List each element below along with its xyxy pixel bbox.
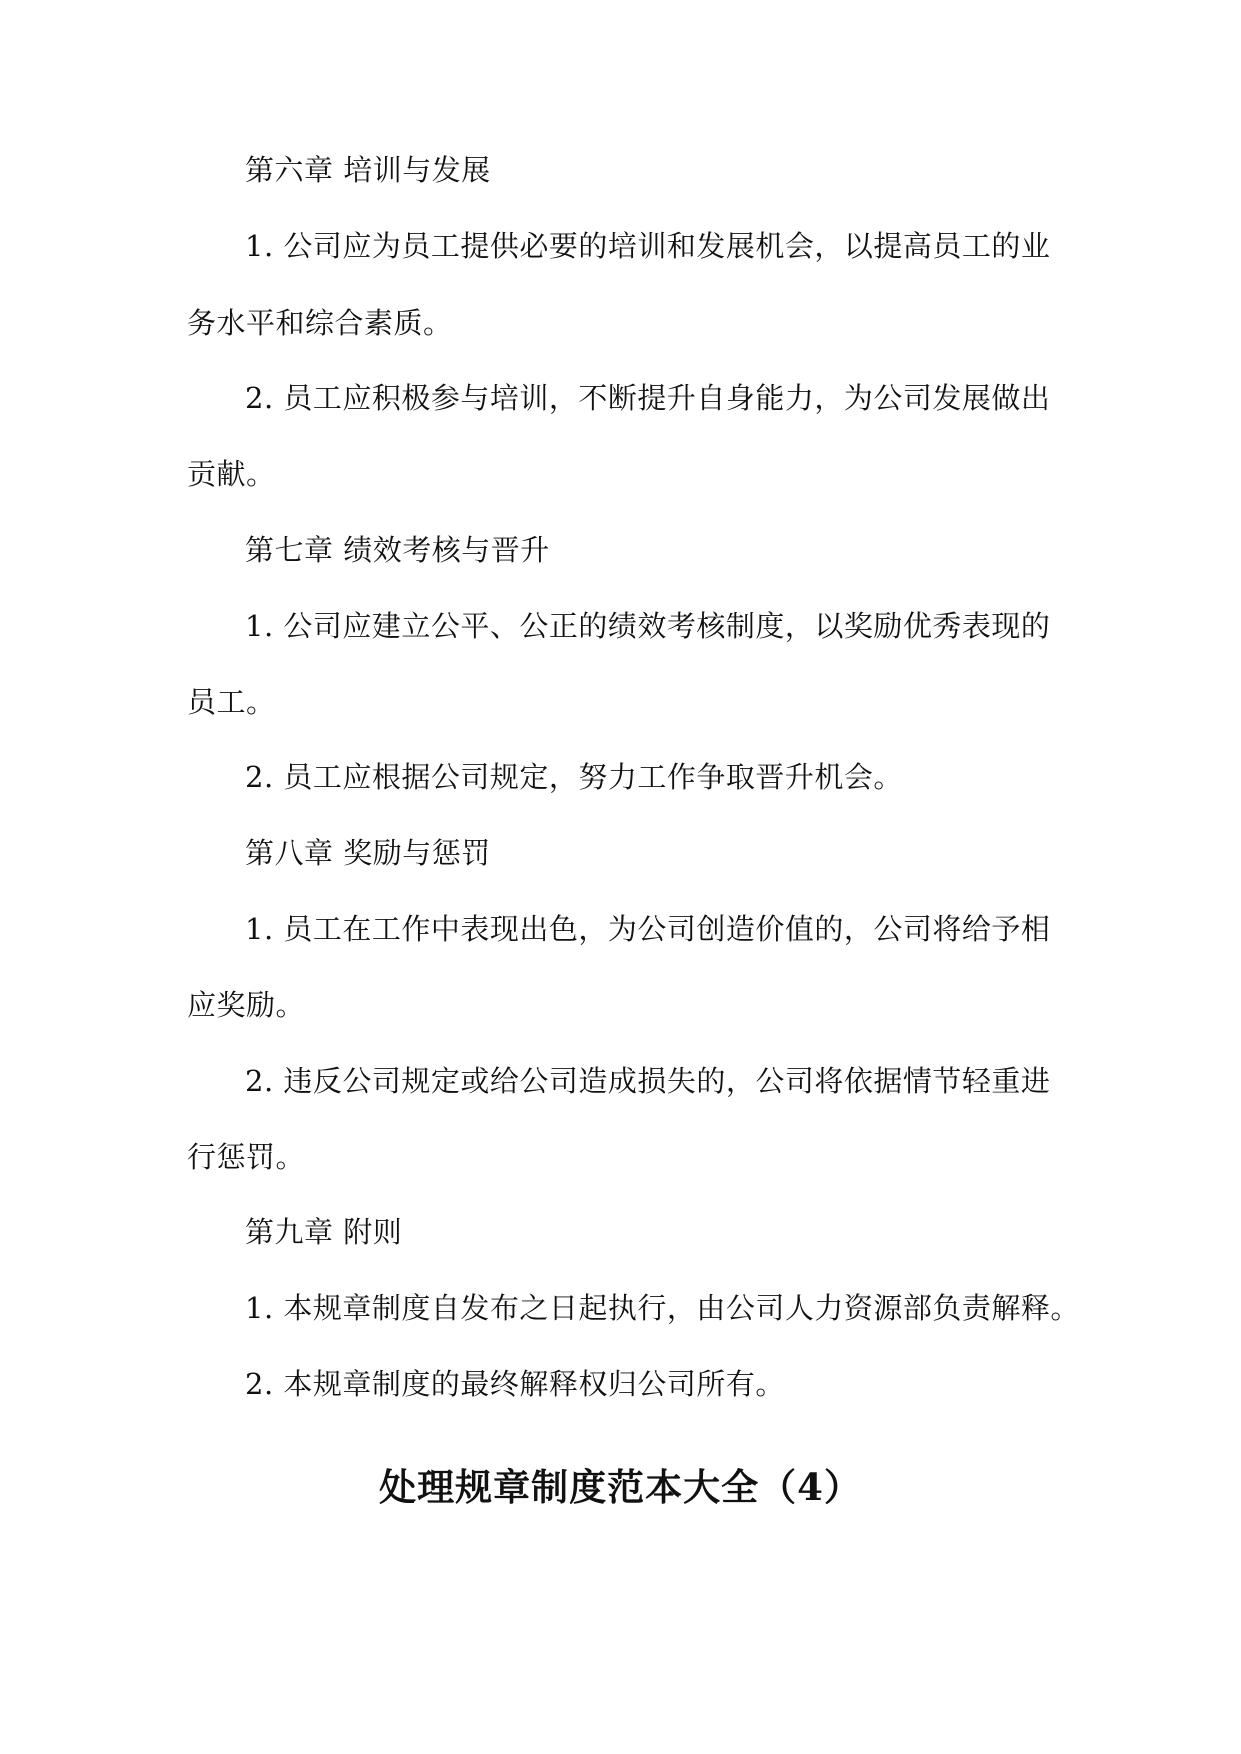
paragraph-line: 1. 公司应建立公平、公正的绩效考核制度，以奖励优秀表现的 xyxy=(245,609,1051,643)
chapter-heading: 第六章 培训与发展 xyxy=(245,153,491,187)
paragraph-line: 2. 员工应根据公司规定，努力工作争取晋升机会。 xyxy=(245,760,903,794)
paragraph-line: 应奖励。 xyxy=(187,988,306,1022)
paragraph-line: 1. 员工在工作中表现出色，为公司创造价值的，公司将给予相 xyxy=(245,912,1051,946)
paragraph-line: 务水平和综合素质。 xyxy=(187,306,453,340)
paragraph-line: 2. 员工应积极参与培训，不断提升自身能力，为公司发展做出 xyxy=(245,381,1051,415)
section-title: 处理规章制度范本大全（4） xyxy=(379,1465,862,1509)
paragraph-line: 2. 违反公司规定或给公司造成损失的，公司将依据情节轻重进 xyxy=(245,1064,1051,1098)
paragraph-line: 1. 本规章制度自发布之日起执行，由公司人力资源部负责解释。 xyxy=(245,1291,1080,1325)
paragraph-line: 1. 公司应为员工提供必要的培训和发展机会，以提高员工的业 xyxy=(245,229,1051,263)
paragraph-line: 贡献。 xyxy=(187,457,276,491)
paragraph-line: 行惩罚。 xyxy=(187,1140,306,1174)
paragraph-line: 2. 本规章制度的最终解释权归公司所有。 xyxy=(245,1367,785,1401)
chapter-heading: 第九章 附则 xyxy=(245,1215,403,1249)
chapter-heading: 第七章 绩效考核与晋升 xyxy=(245,533,550,567)
chapter-heading: 第八章 奖励与惩罚 xyxy=(245,836,491,870)
paragraph-line: 员工。 xyxy=(187,685,276,719)
